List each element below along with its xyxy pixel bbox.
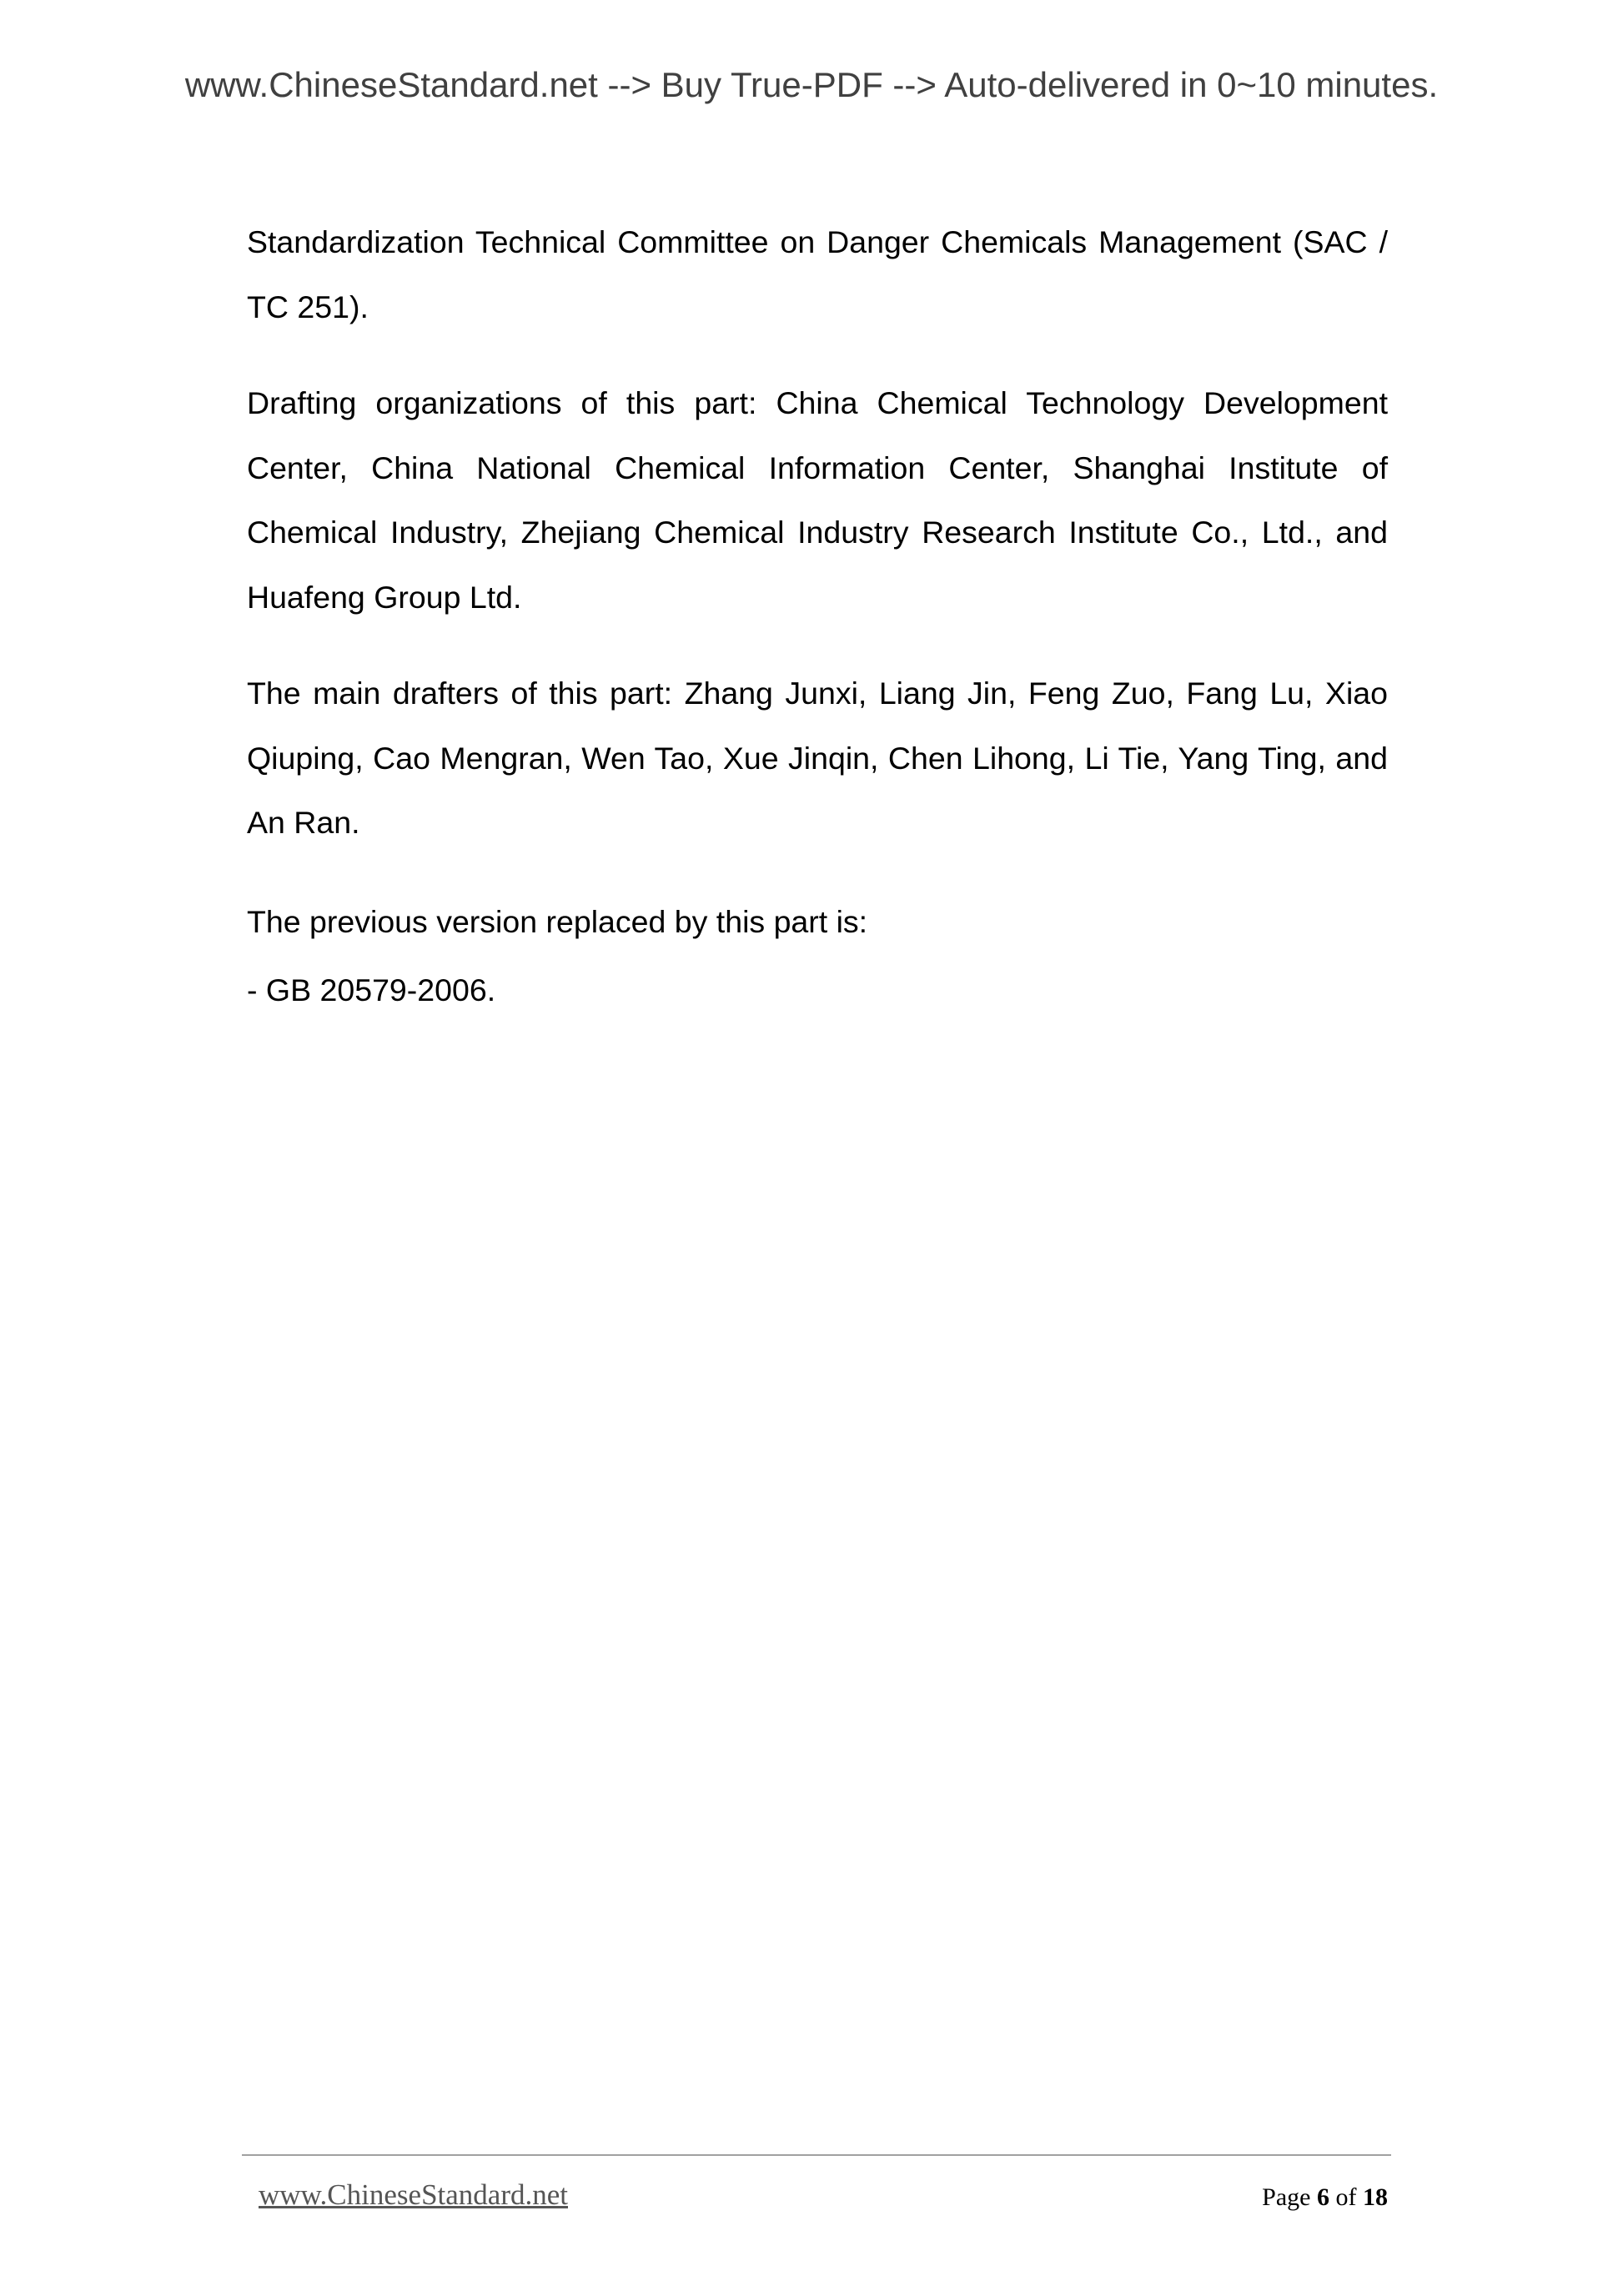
footer-divider <box>242 2154 1391 2156</box>
page-prefix: Page <box>1262 2183 1311 2211</box>
paragraph-committee: Standardization Technical Committee on Danger Chemicals Management (SAC / TC 251). <box>247 224 1388 324</box>
paragraph-drafting-organizations: Drafting organizations of this part: China Chemical Technology Development Center, China National Chemical Information Center, Shanghai Institute of Chemical Industry, Zhejiang Chemical Industry Research Institute Co., Ltd., and Huafeng Group Ltd. <box>247 385 1388 615</box>
paragraph-previous-version: The previous version replaced by this part is: <box>247 903 868 939</box>
footer-site-link[interactable]: www.ChineseStandard.net <box>259 2178 568 2211</box>
page-total: 18 <box>1363 2183 1388 2211</box>
top-banner: www.ChineseStandard.net --> Buy True-PDF --> Auto-delivered in 0~10 minutes. <box>184 65 1439 104</box>
page-number <box>1262 2183 1388 2212</box>
page-current: 6 <box>1317 2183 1329 2211</box>
paragraph-main-drafters: The main drafters of this part: Zhang Junxi, Liang Jin, Feng Zuo, Fang Lu, Xiao Qiuping, Cao Mengran, Wen Tao, Xue Jinqin, Chen Lihong, Li Tie, Yang Ting, and An Ran. <box>247 676 1388 840</box>
page-of: of <box>1335 2183 1357 2211</box>
document-body <box>247 210 1388 1024</box>
previous-version-item: - GB 20579-2006. <box>247 972 496 1007</box>
